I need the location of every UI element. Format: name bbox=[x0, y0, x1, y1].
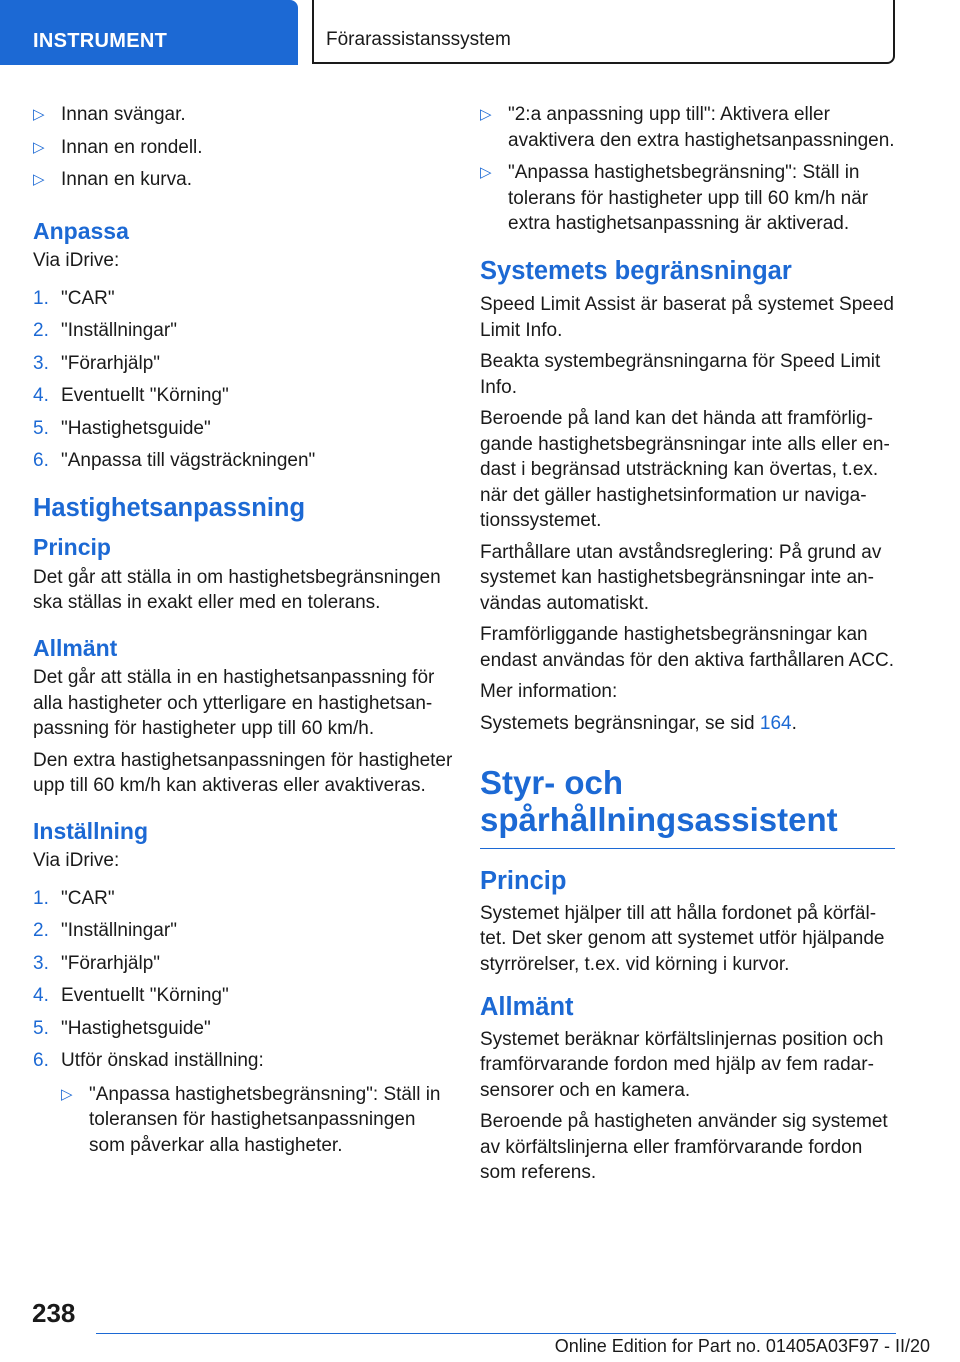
list-item: ▷ Innan svängar. bbox=[33, 102, 453, 128]
page-number: 238 bbox=[32, 1298, 76, 1328]
styr-allmant-text-1: Systemet beräknar körfältslinjernas position och framförvarande fordon med hjälp av fem radarsensorer och en kamera. bbox=[480, 1028, 884, 1101]
footer-divider bbox=[96, 1333, 896, 1334]
triangle-right-icon: ▷ bbox=[480, 106, 492, 123]
step-item: 4. Eventuellt "Körning" bbox=[33, 985, 229, 1006]
page-link[interactable]: 164 bbox=[759, 712, 792, 734]
chapter-label: INSTRUMENT bbox=[33, 30, 168, 52]
via-idrive: Via iDrive: bbox=[33, 250, 120, 271]
list-item: ▷ Innan en kurva. bbox=[33, 167, 453, 193]
limits-text-3: Beroende på land kan det hända att framförliggande hastighetsbegränsningar inte alls eller endast i begränsad utsträckning kan övertas, t.ex. när det gäller hastighetsinformation ur navigationssystemet. bbox=[480, 408, 890, 531]
right-column bbox=[480, 102, 895, 1192]
step-item: 1. "CAR" bbox=[33, 887, 115, 909]
princip-text: Det går att ställa in om hastighetsbegränsningen ska ställas in exakt eller med en tolerans. bbox=[33, 566, 441, 613]
step-item: 3. "Förarhjälp" bbox=[33, 352, 161, 374]
header-tab bbox=[0, 0, 298, 65]
heading-systemets-begransningar: Systemets begränsningar bbox=[480, 256, 792, 285]
limits-text-5: Framförliggande hastighetsbegränsningar kan endast användas för den aktiva farthållaren ACC. bbox=[480, 624, 895, 671]
triangle-right-icon: ▷ bbox=[480, 164, 492, 181]
footer-edition: Online Edition for Part no. 01405A03F97 - II/20 bbox=[554, 1336, 930, 1356]
triangle-right-icon: ▷ bbox=[33, 171, 45, 188]
triangle-right-icon: ▷ bbox=[61, 1085, 73, 1103]
section-title: Förarassistanssystem bbox=[326, 29, 511, 50]
heading-styr-och-sparhallning: Styr- och spårhållningsassistent bbox=[480, 764, 895, 849]
step-item: 2. "Inställningar" bbox=[33, 320, 177, 341]
styr-allmant-text-2: Beroende på hastigheten använder sig systemet av körfältslinjerna eller framförvarande fordon som referens. bbox=[480, 1111, 888, 1183]
heading-princip: Princip bbox=[480, 867, 567, 895]
triangle-right-icon: ▷ bbox=[33, 138, 45, 156]
heading-hastighetsanpassning: Hastighetsanpassning bbox=[33, 493, 306, 522]
heading-princip: Princip bbox=[33, 534, 111, 560]
header-section bbox=[312, 0, 895, 64]
limits-text-1: Speed Limit Assist är baserat på systemet Speed Limit Info. bbox=[480, 294, 894, 341]
heading-allmant: Allmänt bbox=[480, 993, 574, 1021]
step-item: 4. Eventuellt "Körning" bbox=[33, 385, 229, 406]
heading-installning: Inställning bbox=[33, 817, 148, 844]
limits-text-7: Systemets begränsningar, se sid 164. bbox=[480, 712, 797, 734]
step-item: 3. "Förarhjälp" bbox=[33, 952, 161, 974]
step-item: 2. "Inställningar" bbox=[33, 920, 177, 941]
heading-anpassa: Anpassa bbox=[33, 217, 129, 244]
step-item: 5. "Hastighetsguide" bbox=[33, 417, 211, 439]
step-item: 5. "Hastighetsguide" bbox=[33, 1017, 211, 1039]
sub-list-item: ▷ "Anpassa hastighetsbegränsning": Ställ in toleransen för hastighetsanpassningen som påverkar alla hastigheter. bbox=[61, 1083, 441, 1156]
styr-princip-text: Systemet hjälper till att hålla fordonet på körfältet. Det sker genom att systemet utför hjälpande styrrörelser, t.ex. vid körning i kurvor. bbox=[480, 902, 885, 975]
limits-text-2: Beakta systembegränsningarna för Speed Limit Info. bbox=[480, 351, 881, 398]
list-item: ▷ Innan en rondell. bbox=[33, 135, 453, 161]
step-item: 6. "Anpassa till vägsträckningen" bbox=[33, 450, 316, 471]
left-column bbox=[33, 102, 453, 1164]
via-idrive: Via iDrive: bbox=[33, 850, 120, 871]
step-item: 6. Utför önskad inställning: bbox=[33, 1050, 264, 1071]
limits-text-4: Farthållare utan avståndsreglering: På grund av systemet kan hastighetsbegränsningar inte användas automatiskt. bbox=[480, 541, 882, 614]
limits-text-6: Mer information: bbox=[480, 681, 618, 702]
allmant-text-2: Den extra hastighetsanpassningen för hastigheter upp till 60 km/h kan aktiveras eller avaktiveras. bbox=[33, 749, 453, 796]
triangle-right-icon: ▷ bbox=[33, 106, 45, 123]
step-item: 1. "CAR" bbox=[33, 287, 115, 309]
list-item: ▷ "Anpassa hastighetsbegränsning": Ställ in tolerans för hastigheter upp till 60 km/h när extra hastighetsanpassning är aktiverad. bbox=[480, 162, 869, 234]
heading-allmant: Allmänt bbox=[33, 634, 118, 661]
allmant-text-1: Det går att ställa in en hastighetsanpassning för alla hastigheter och ytterligare en hastighetsanpassning för hastigheter upp till 60 km/h. bbox=[33, 667, 435, 739]
list-item: ▷ "2:a anpassning upp till": Aktivera eller avaktivera den extra hastighetsanpassningen. bbox=[480, 104, 895, 151]
